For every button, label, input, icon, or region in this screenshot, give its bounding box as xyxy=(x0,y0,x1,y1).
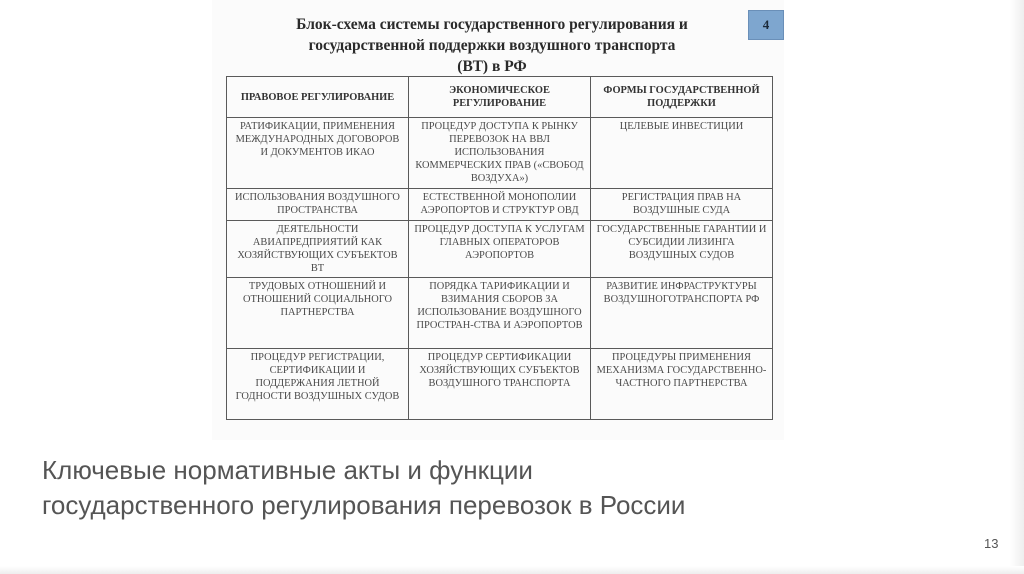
table-cell: ПРОЦЕДУР ДОСТУПА К УСЛУГАМ ГЛАВНЫХ ОПЕРАТОРОВ АЭРОПОРТОВ xyxy=(409,221,591,278)
scheme-table xyxy=(226,76,773,420)
table-cell: ПОРЯДКА ТАРИФИКАЦИИ И ВЗИМАНИЯ СБОРОВ ЗА ИСПОЛЬЗОВАНИЕ ВОЗДУШНОГО ПРОСТРАН-СТВА И АЭРОПОРТОВ xyxy=(409,278,591,349)
page-number: 13 xyxy=(984,536,999,551)
scheme-title-line: (ВТ) в РФ xyxy=(457,58,527,75)
table-cell: ИСПОЛЬЗОВАНИЯ ВОЗДУШНОГО ПРОСТРАНСТВА xyxy=(227,189,409,221)
table-cell: ПРОЦЕДУР ДОСТУПА К РЫНКУ ПЕРЕВОЗОК НА ВВЛ ИСПОЛЬЗОВАНИЯ КОММЕРЧЕСКИХ ПРАВ («СВОБОД ВОЗДУХА») xyxy=(409,118,591,189)
table-cell: ТРУДОВЫХ ОТНОШЕНИЙ И ОТНОШЕНИЙ СОЦИАЛЬНОГО ПАРТНЕРСТВА xyxy=(227,278,409,349)
table-row xyxy=(227,221,773,278)
table-cell: РАТИФИКАЦИИ, ПРИМЕНЕНИЯ МЕЖДУНАРОДНЫХ ДОГОВОРОВ И ДОКУМЕНТОВ ИКАО xyxy=(227,118,409,189)
table-cell: ДЕЯТЕЛЬНОСТИ АВИАПРЕДПРИЯТИЙ КАК ХОЗЯЙСТВУЮЩИХ СУБЪЕКТОВ ВТ xyxy=(227,221,409,278)
header-state-support: ФОРМЫ ГОСУДАРСТВЕННОЙ ПОДДЕРЖКИ xyxy=(591,77,773,118)
header-economic-regulation: ЭКОНОМИЧЕСКОЕ РЕГУЛИРОВАНИЕ xyxy=(409,77,591,118)
table-row xyxy=(227,349,773,420)
slide-caption: Ключевые нормативные акты и функции государственного регулирования перевозок в России xyxy=(42,455,686,520)
table-cell: ЦЕЛЕВЫЕ ИНВЕСТИЦИИ xyxy=(591,118,773,189)
table-cell: ПРОЦЕДУР РЕГИСТРАЦИИ, СЕРТИФИКАЦИИ И ПОДДЕРЖАНИЯ ЛЕТНОЙ ГОДНОСТИ ВОЗДУШНЫХ СУДОВ xyxy=(227,349,409,420)
table-row xyxy=(227,118,773,189)
table-row xyxy=(227,278,773,349)
slide-badge: 4 xyxy=(748,10,784,40)
table-cell: РАЗВИТИЕ ИНФРАСТРУКТУРЫ ВОЗДУШНОГОТРАНСПОРТА РФ xyxy=(591,278,773,349)
slide-right-edge xyxy=(1010,0,1024,574)
table-cell: ПРОЦЕДУРЫ ПРИМЕНЕНИЯ МЕХАНИЗМА ГОСУДАРСТВЕННО-ЧАСТНОГО ПАРТНЕРСТВА xyxy=(591,349,773,420)
scanned-scheme-image xyxy=(212,0,784,440)
scheme-title-line: государственной поддержки воздушного транспорта xyxy=(308,37,676,54)
table-cell: ЕСТЕСТВЕННОЙ МОНОПОЛИИ АЭРОПОРТОВ И СТРУКТУР ОВД xyxy=(409,189,591,221)
header-legal-regulation: ПРАВОВОЕ РЕГУЛИРОВАНИЕ xyxy=(227,77,409,118)
table-cell: ПРОЦЕДУР СЕРТИФИКАЦИИ ХОЗЯЙСТВУЮЩИХ СУБЪЕКТОВ ВОЗДУШНОГО ТРАНСПОРТА xyxy=(409,349,591,420)
scheme-title xyxy=(212,14,772,77)
table-row xyxy=(227,189,773,221)
table-cell: ГОСУДАРСТВЕННЫЕ ГАРАНТИИ И СУБСИДИИ ЛИЗИНГА ВОЗДУШНЫХ СУДОВ xyxy=(591,221,773,278)
table-cell: РЕГИСТРАЦИЯ ПРАВ НА ВОЗДУШНЫЕ СУДА xyxy=(591,189,773,221)
slide-bottom-edge xyxy=(0,566,1024,574)
scheme-title-line: Блок-схема системы государственного регулирования и xyxy=(296,16,688,33)
table-header-row xyxy=(227,77,773,118)
